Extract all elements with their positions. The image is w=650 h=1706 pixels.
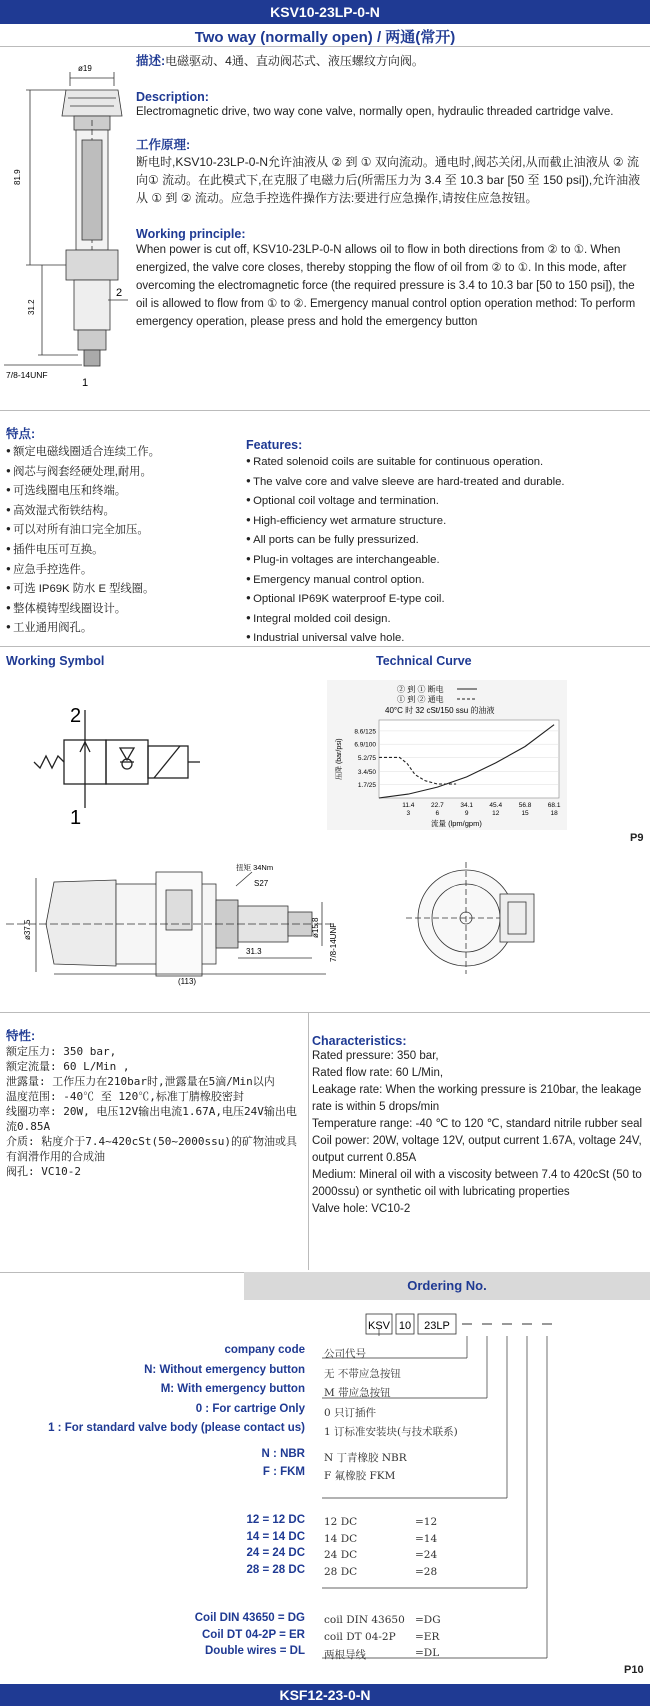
divider: [0, 646, 650, 647]
desc-zh: 描述:电磁驱动、4通、直动阀芯式、液压螺纹方向阀。: [136, 54, 424, 68]
dim-height-2: 31.2: [27, 299, 36, 315]
divider: [0, 1012, 650, 1013]
ordering-value: =28: [415, 1565, 438, 1578]
dim-length-2: (113): [178, 977, 197, 986]
ordering-value: =DG: [415, 1614, 441, 1626]
port-1-label: 1: [82, 377, 89, 389]
ordering-item: coil DIN 43650: [324, 1614, 405, 1626]
x-tick-label-gpm: 9: [464, 810, 469, 817]
code-part: 10: [398, 1320, 412, 1332]
bottom-title-bar: KSF12-23-0-N: [0, 1684, 650, 1706]
x-tick-label: 22.7: [431, 802, 444, 809]
divider: [0, 410, 650, 411]
dim-hex: S27: [254, 879, 269, 888]
feature-en-item: ● Optional IP69K waterproof E-type coil.: [246, 589, 646, 609]
dim-thread: 7/8-14UNF: [6, 370, 48, 380]
ordering-label: company code: [224, 1344, 305, 1356]
y-tick-label: 1.7/25: [357, 782, 376, 790]
char-en-line: Rated flow rate: 60 L/Min,: [312, 1067, 444, 1079]
char-zh-line: 温度范围: -40℃ 至 120℃,标准丁腈橡胶密封: [6, 1090, 244, 1103]
dim-bore: ø15.8: [311, 917, 320, 938]
feature-en-item: ● The valve core and valve sleeve are hard-treated and durable.: [246, 472, 646, 492]
char-zh-line: 额定流量: 60 L/Min ,: [6, 1060, 130, 1073]
ordering-item: 两根导线: [324, 1649, 366, 1661]
symbol-port-2: 2: [70, 705, 82, 727]
ordering-value: =DL: [415, 1647, 440, 1659]
char-en-line: Leakage rate: When the working pressure is 210bar, the leakage rate is within 5 drops/min: [312, 1084, 642, 1113]
desc-en-title: Description:: [136, 90, 209, 104]
ordering-item: M 带应急按钮: [324, 1387, 391, 1399]
char-zh-line: 泄露量: 工作压力在210bar时,泄露量在5滴/Min以内: [6, 1075, 275, 1088]
feature-en-item: ● Plug-in voltages are interchangeable.: [246, 550, 646, 570]
x-tick-label: 56.8: [518, 802, 532, 809]
ordering-value: =ER: [415, 1630, 440, 1643]
ordering-label: 0 : For cartrige Only: [195, 1402, 305, 1415]
feature-zh-item: ● 应急手控选件。: [6, 560, 234, 580]
x-tick-label: 45.4: [489, 802, 503, 809]
valve-outline-drawing: [6, 862, 646, 986]
features-zh-title: 特点:: [6, 427, 36, 441]
char-zh-line: 介质: 粘度介于7.4~420cSt(50~2000ssu)的矿物油或具有润滑作用的合成油: [6, 1135, 297, 1163]
ordering-item: 28 DC: [324, 1565, 358, 1578]
y-tick-label: 3.4/50: [357, 768, 376, 776]
ordering-item: coil DT 04-2P: [324, 1630, 396, 1643]
feature-en-item: ● Optional coil voltage and termination.: [246, 491, 646, 511]
feature-en-item: ● Integral molded coil design.: [246, 609, 646, 629]
ordering-value: =12: [415, 1516, 438, 1528]
page-subtitle: Two way (normally open) / 两通(常开): [194, 29, 456, 46]
char-en-line: Coil power: 20W, voltage 12V, output current 1.67A, voltage 24V, output current 0.85A: [312, 1135, 642, 1164]
char-en-line: Valve hole: VC10-2: [312, 1203, 411, 1215]
x-axis-label: 流量 (lpm/gpm): [431, 819, 482, 828]
ordering-label: N: Without emergency button: [144, 1363, 305, 1376]
ordering-value: =24: [415, 1549, 438, 1561]
page-number-p10: P10: [624, 1664, 644, 1676]
feature-zh-item: ● 高效湿式衔铁结构。: [6, 501, 234, 521]
principle-zh-title: 工作原理:: [136, 138, 191, 152]
feature-en-item: ● Industrial universal valve hole.: [246, 628, 646, 648]
ordering-item: F 氟橡胶 FKM: [324, 1469, 396, 1482]
ordering-label: Double wires = DL: [204, 1645, 305, 1657]
char-zh-line: 额定压力: 350 bar,: [6, 1045, 117, 1058]
legend-2: ① 到 ② 通电: [397, 695, 444, 704]
feature-en-item: ● High-efficiency wet armature structure.: [246, 511, 646, 531]
ordering-item: 12 DC: [324, 1516, 358, 1528]
char-en-line: Medium: Mineral oil with a viscosity between 7.4 to 420cSt (50 to 2000ssu) or synthetic oil with lubricating properties: [312, 1169, 642, 1198]
ordering-label: F : FKM: [262, 1465, 305, 1478]
principle-zh-text: 断电时,KSV10-23LP-0-N允许油液从 ② 到 ① 双向流动。通电时,阀芯关闭,从而截止油液从 ② 流向① 流动。在此模式下,在克服了电磁力后(所需压力为 3.4 至 10.3 bar [50 至 150 psi]),允许油液从 ① 到 ② 流动。应急手控选件操作方法:要进行应急操作,请按住应急按钮。: [136, 155, 641, 205]
ordering-label: 12 = 12 DC: [246, 1514, 305, 1526]
ordering-label: 24 = 24 DC: [246, 1547, 305, 1559]
symbol-port-1: 1: [70, 807, 82, 829]
code-part: KSV: [367, 1320, 391, 1332]
features-en-title: Features:: [246, 438, 303, 452]
feature-zh-item: ● 可选线圈电压和终端。: [6, 481, 234, 501]
ordering-item: 1 订标准安装块(与技术联系): [324, 1426, 458, 1438]
features-zh-list: [6, 442, 234, 638]
divider-vertical: [308, 1012, 309, 1270]
ordering-item: 14 DC: [324, 1532, 358, 1545]
char-zh-line: 线圈功率: 20W, 电压12V输出电流1.67A,电压24V输出电流0.85A: [6, 1105, 297, 1133]
principle-en-title: Working principle:: [136, 227, 246, 241]
hydraulic-symbol: [20, 700, 220, 830]
char-zh-title: 特性:: [6, 1029, 36, 1043]
divider: [0, 46, 650, 47]
features-en-list: [246, 452, 646, 648]
feature-en-item: ● Rated solenoid coils are suitable for continuous operation.: [246, 452, 646, 472]
x-tick-label-gpm: 18: [550, 810, 558, 817]
dim-torque: 扭矩 34Nm: [236, 863, 274, 872]
dim-height-1: 81.9: [13, 169, 22, 185]
feature-zh-item: ● 可选 IP69K 防水 E 型线圈。: [6, 579, 234, 599]
x-tick-label: 11.4: [402, 802, 415, 809]
char-en-line: Rated pressure: 350 bar,: [312, 1050, 439, 1062]
y-tick-label: 6.9/100: [354, 741, 376, 749]
ordering-value: =14: [415, 1532, 438, 1545]
desc-en-text: Electromagnetic drive, two way cone valve, normally open, hydraulic threaded cartridge valve.: [136, 106, 614, 118]
plot-area: [379, 720, 559, 798]
ordering-label: 14 = 14 DC: [246, 1530, 305, 1543]
feature-zh-item: ● 工业通用阀孔。: [6, 618, 234, 638]
ordering-label: 1 : For standard valve body (please contact us): [48, 1422, 305, 1434]
page-number-p9: P9: [630, 832, 644, 844]
ordering-title: Ordering No.: [407, 1278, 487, 1293]
char-zh-body: [6, 1044, 302, 1179]
ordering-label: Coil DIN 43650 = DG: [194, 1612, 305, 1624]
y-tick-label: 5.2/75: [357, 754, 376, 762]
char-en-title: Characteristics:: [312, 1034, 407, 1048]
technical-curve-chart: [327, 680, 567, 830]
legend-1: ② 到 ① 断电: [397, 685, 444, 694]
char-zh-line: 阀孔: VC10-2: [6, 1165, 81, 1178]
x-tick-label-gpm: 6: [435, 810, 440, 817]
ordering-label: 28 = 28 DC: [246, 1563, 305, 1576]
char-en-body: [312, 1048, 646, 1218]
code-part: 23LP: [424, 1320, 450, 1332]
x-tick-label-gpm: 3: [406, 810, 411, 817]
dim-length-1: 31.3: [246, 947, 262, 956]
working-symbol-title: Working Symbol: [6, 654, 105, 668]
y-tick-label: 8.6/125: [354, 728, 376, 736]
chart-condition: 40°C 时 32 cSt/150 ssu 的油液: [385, 706, 495, 715]
x-tick-label: 34.1: [460, 802, 474, 809]
x-tick-label: 68.1: [547, 802, 561, 809]
ordering-label: N : NBR: [261, 1448, 305, 1460]
ordering-label: Coil DT 04-2P = ER: [201, 1628, 305, 1641]
x-tick-label-gpm: 12: [492, 810, 500, 817]
y-axis-label: 压降 (bar/psi): [336, 738, 343, 780]
char-en-line: Temperature range: -40 ℃ to 120 ℃, standard nitrile rubber seal: [312, 1118, 643, 1130]
ordering-item: 24 DC: [324, 1549, 358, 1561]
technical-curve-title: Technical Curve: [376, 654, 472, 668]
feature-zh-item: ● 额定电磁线圈适合连续工作。: [6, 442, 234, 462]
feature-zh-item: ● 插件电压可互换。: [6, 540, 234, 560]
feature-en-item: ● Emergency manual control option.: [246, 570, 646, 590]
port-2-label: 2: [116, 287, 123, 299]
ordering-item: 0 只订插件: [324, 1406, 377, 1419]
feature-zh-item: ● 整体模铸型线圈设计。: [6, 599, 234, 619]
feature-en-item: ● All ports can be fully pressurized.: [246, 530, 646, 550]
dim-thread-2: 7/8-14UNF: [329, 922, 338, 962]
feature-zh-item: ● 阀芯与阀套经硬处理,耐用。: [6, 462, 234, 482]
dim-outer-dia: ø37.5: [23, 919, 32, 940]
x-tick-label-gpm: 15: [521, 810, 529, 817]
ordering-item: 无 不带应急按钮: [324, 1367, 401, 1380]
ordering-label: M: With emergency button: [160, 1383, 305, 1395]
feature-zh-item: ● 可以对所有油口完全加压。: [6, 520, 234, 540]
principle-en-text: When power is cut off, KSV10-23LP-0-N allows oil to flow in both directions from ② to ①. When energized, the valve core closes, thereby stopping the flow of oil from ② to ①. In this mode, after overcoming the electromagnetic force (the required pressure is 3.4 to 10.3 bar [50 to 150 psi]), the oil is allowed to flow from ① to ②. Emergency manual control option operation method: To perform emergency operation, please press and hold the emergency button: [136, 244, 636, 328]
ordering-item: 公司代号: [324, 1348, 366, 1360]
dim-diameter: ø19: [78, 64, 92, 73]
valve-section-drawing: [4, 60, 130, 400]
top-title-bar: KSV10-23LP-0-N: [0, 0, 650, 24]
ordering-item: N 丁青橡胶 NBR: [324, 1452, 407, 1464]
